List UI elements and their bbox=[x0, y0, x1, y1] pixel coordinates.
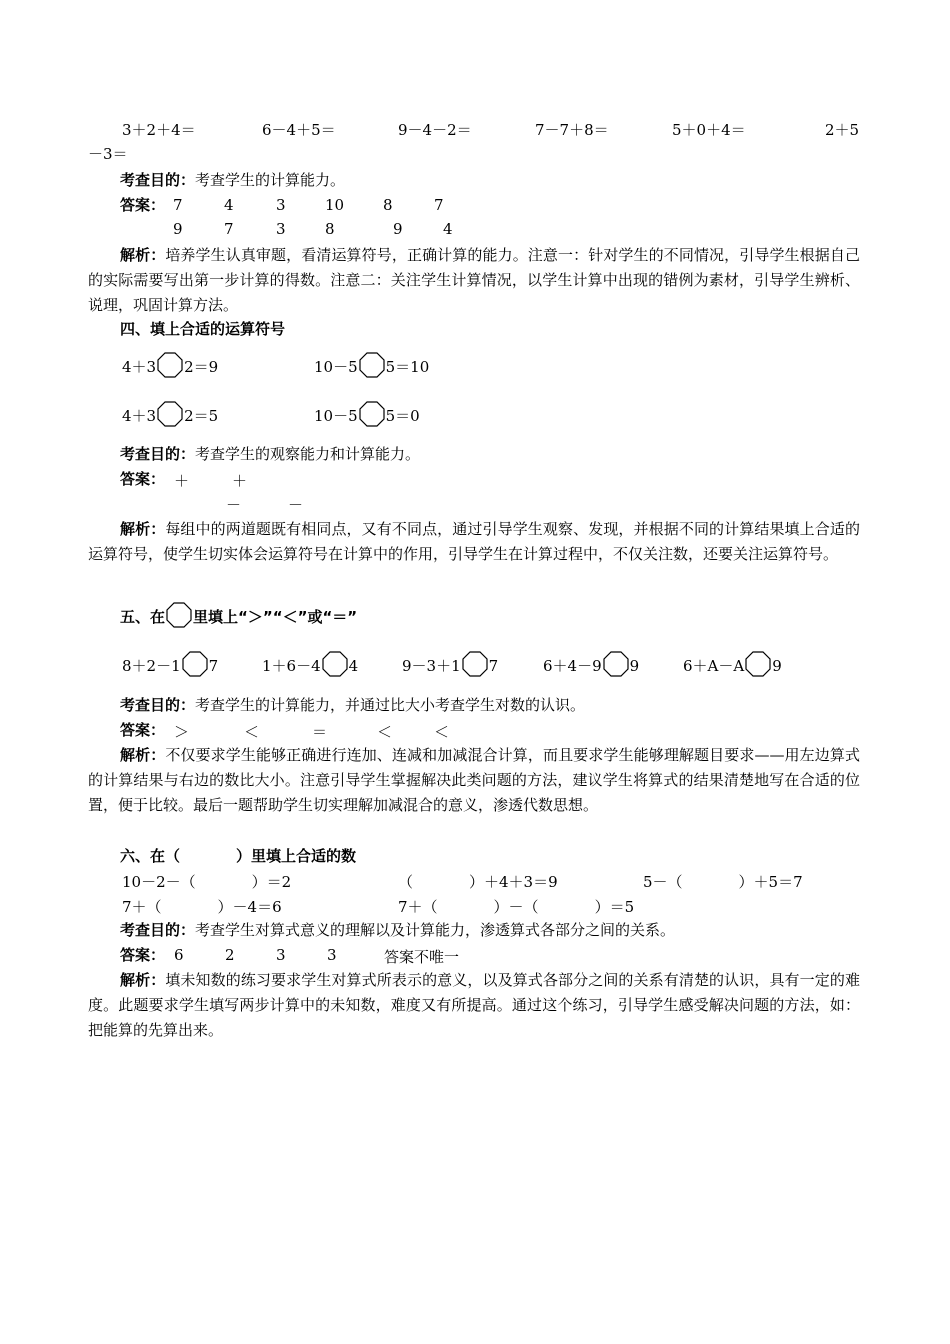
purpose-label: 考查目的： bbox=[120, 445, 196, 463]
analysis-text: 培养学生认真审题，看清运算符号，正确计算的能力。注意一：针对学生的不同情况，引导学生根据自己的实际需要写出第一步计算的得数。注意二：关注学生计算情况，以学生计算中出现的错例为素材，引导学生辨析、说理，巩固计算方法。 bbox=[88, 246, 860, 314]
section-heading: 六、在（ ）里填上合适的数 bbox=[120, 847, 357, 865]
answer-value: 7 bbox=[173, 196, 183, 214]
analysis-label: 解析： bbox=[120, 971, 166, 989]
exercise: 4＋3 2＝5 bbox=[122, 401, 218, 427]
answer-label: 答案： bbox=[120, 946, 166, 964]
answer-value: 9 bbox=[393, 220, 403, 238]
answer-value: 3 bbox=[276, 220, 286, 238]
exercise: 6－4＋5＝ bbox=[262, 121, 336, 139]
answer-value: 6 bbox=[174, 946, 184, 964]
exercise: 1＋6－4 4 bbox=[262, 651, 358, 677]
purpose-text: 考查学生的计算能力。 bbox=[195, 171, 346, 189]
blank-octagon[interactable] bbox=[322, 651, 348, 677]
blank-octagon[interactable] bbox=[182, 651, 208, 677]
answer-value: 2 bbox=[225, 946, 235, 964]
answer-value: 3 bbox=[327, 946, 337, 964]
purpose-line bbox=[120, 169, 345, 191]
answer-value: ＜ bbox=[434, 723, 450, 741]
answer-value: ＋ bbox=[174, 472, 190, 490]
answer-value: 3 bbox=[276, 946, 286, 964]
purpose-line bbox=[120, 694, 585, 716]
answer-value: － bbox=[288, 496, 304, 514]
exercise: 5＋0＋4＝ bbox=[672, 121, 746, 139]
exercise: （ ）＋4＋3＝9 bbox=[398, 873, 558, 891]
answer-label: 答案： bbox=[120, 470, 166, 488]
analysis-text: 每组中的两道题既有相同点，又有不同点，通过引导学生观察、发现，并根据不同的计算结果填上合适的运算符号，使学生切实体会运算符号在计算中的作用，引导学生在计算过程中，不仅关注数，还要关注运算符号。 bbox=[88, 520, 860, 563]
answer-value: 8 bbox=[383, 196, 393, 214]
section-heading: 五、在 里填上“＞”“＜”或“＝” bbox=[120, 602, 357, 628]
blank-octagon[interactable] bbox=[603, 651, 629, 677]
analysis-label: 解析： bbox=[120, 246, 166, 264]
exercise: 6＋4－9 9 bbox=[543, 651, 639, 677]
answer-label: 答案： bbox=[120, 721, 166, 739]
answer-value: ＝ bbox=[312, 723, 328, 741]
answer-value: ＞ bbox=[174, 723, 190, 741]
purpose-text: 考查学生的计算能力，并通过比大小考查学生对数的认识。 bbox=[195, 696, 586, 714]
blank-octagon[interactable] bbox=[359, 401, 385, 427]
analysis-label: 解析： bbox=[120, 746, 166, 764]
answer-value: 4 bbox=[224, 196, 234, 214]
answer-value: 9 bbox=[173, 220, 183, 238]
answer-value: 10 bbox=[325, 196, 345, 214]
purpose-label: 考查目的： bbox=[120, 696, 196, 714]
exercise-wrap: －3＝ bbox=[88, 145, 128, 163]
blank-octagon[interactable] bbox=[359, 352, 385, 378]
exercise: 7－7＋8＝ bbox=[535, 121, 609, 139]
exercise: 7＋（ ）－4＝6 bbox=[122, 898, 282, 916]
purpose-line bbox=[120, 919, 675, 941]
analysis-text: 填未知数的练习要求学生对算式所表示的意义，以及算式各部分之间的关系有清楚的认识，具有一定的难度。此题要求学生填写两步计算中的未知数，难度又有所提高。通过这个练习，引导学生感受解决问题的方法，如：把能算的先算出来。 bbox=[88, 971, 860, 1039]
answer-value: ＋ bbox=[232, 472, 248, 490]
answer-value: 4 bbox=[443, 220, 453, 238]
blank-octagon[interactable] bbox=[745, 651, 771, 677]
purpose-text: 考查学生对算式意义的理解以及计算能力，渗透算式各部分之间的关系。 bbox=[195, 921, 676, 939]
purpose-label: 考查目的： bbox=[120, 171, 196, 189]
analysis-paragraph bbox=[88, 968, 860, 1043]
answer-line bbox=[120, 719, 165, 741]
answer-label: 答案： bbox=[120, 196, 166, 214]
blank-octagon[interactable] bbox=[157, 352, 183, 378]
exercise: 3＋2＋4＝ bbox=[122, 121, 196, 139]
analysis-paragraph bbox=[88, 243, 860, 318]
exercise: 9－4－2＝ bbox=[398, 121, 472, 139]
exercise: 4＋3 2＝9 bbox=[122, 352, 218, 378]
answer-line bbox=[120, 194, 165, 216]
exercise: 2＋5 bbox=[825, 121, 860, 139]
answer-value: 3 bbox=[276, 196, 286, 214]
answer-line bbox=[120, 468, 165, 490]
answer-value: 8 bbox=[325, 220, 335, 238]
answer-line bbox=[120, 944, 165, 966]
answer-value: 7 bbox=[224, 220, 234, 238]
exercise: 7＋（ ）－（ ）＝5 bbox=[398, 898, 635, 916]
exercise: 6＋A－A 9 bbox=[683, 651, 782, 677]
analysis-label: 解析： bbox=[120, 520, 166, 538]
purpose-label: 考查目的： bbox=[120, 921, 196, 939]
exercise: 8＋2－1 7 bbox=[122, 651, 218, 677]
answer-value: ＜ bbox=[377, 723, 393, 741]
purpose-line bbox=[120, 443, 420, 465]
analysis-text: 不仅要求学生能够正确进行连加、连减和加减混合计算，而且要求学生能够理解题目要求——用左边算式的计算结果与右边的数比大小。注意引导学生掌握解决此类问题的方法，建议学生将算式的结果清楚地写在合适的位置，便于比较。最后一题帮助学生切实理解加减混合的意义，渗透代数思想。 bbox=[88, 746, 860, 814]
answer-value: 7 bbox=[434, 196, 444, 214]
exercise: 10－5 5＝0 bbox=[314, 401, 420, 427]
exercise: 9－3＋1 7 bbox=[402, 651, 498, 677]
exercise: 5－（ ）＋5＝7 bbox=[643, 873, 803, 891]
blank-octagon[interactable] bbox=[157, 401, 183, 427]
purpose-text: 考查学生的观察能力和计算能力。 bbox=[195, 445, 421, 463]
analysis-paragraph bbox=[88, 743, 860, 818]
analysis-paragraph bbox=[88, 517, 860, 567]
blank-octagon[interactable] bbox=[462, 651, 488, 677]
section-heading: 四、填上合适的运算符号 bbox=[120, 320, 286, 338]
answer-value: ＜ bbox=[244, 723, 260, 741]
answer-value: － bbox=[226, 496, 242, 514]
exercise: 10－5 5＝10 bbox=[314, 352, 429, 378]
blank-octagon-icon bbox=[166, 602, 192, 628]
exercise: 10－2－（ ）＝2 bbox=[122, 873, 292, 891]
answer-value: 答案不唯一 bbox=[384, 948, 460, 966]
